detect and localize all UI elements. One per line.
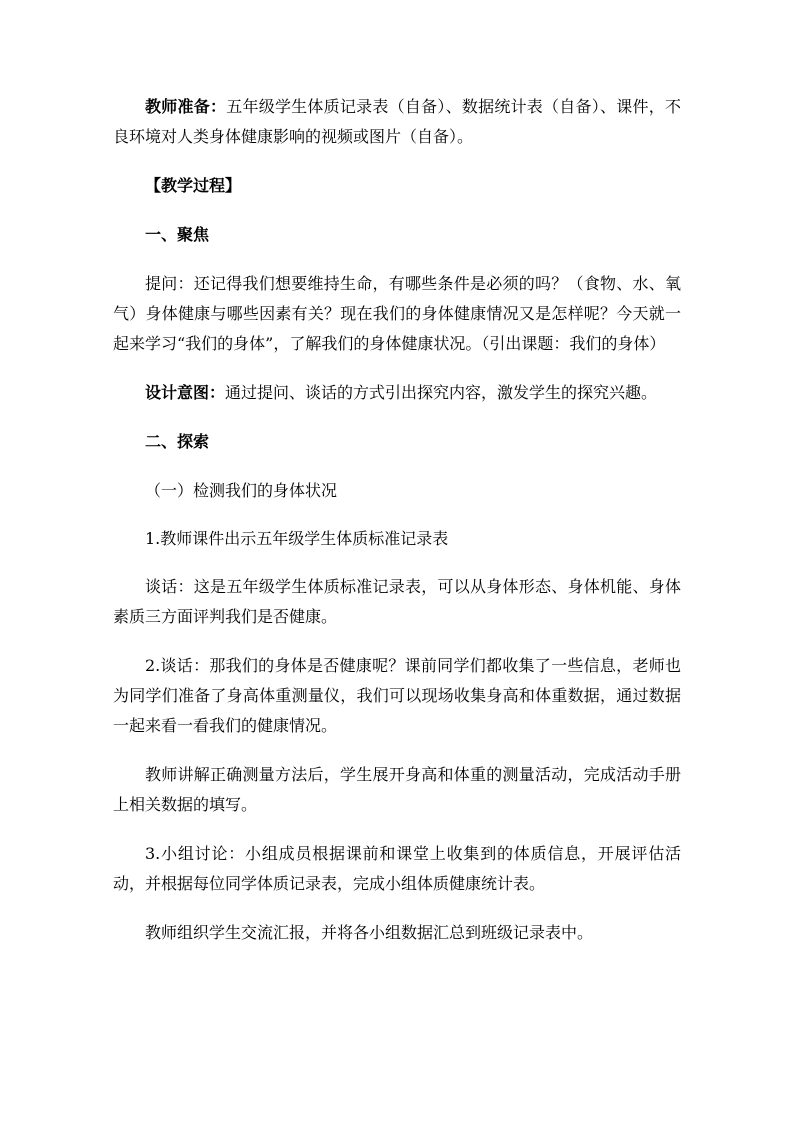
section2-heading: 二、探索 xyxy=(145,432,210,451)
item1-paragraph: 1.教师课件出示五年级学生体质标准记录表 xyxy=(145,529,449,548)
section1-question-paragraph: 提问：还记得我们想要维持生命，有哪些条件是必须的吗？（食物、水、氧气）身体健康与哪些因素有关？现在我们的身体健康情况又是怎样呢？今天就一起来学习“我们的身体”，了解我们的身体健康状况。（引出课题：我们的身体） xyxy=(113,274,681,353)
design-intent-text: 通过提问、谈话的方式引出探究内容，激发学生的探究兴趣。 xyxy=(225,383,658,402)
talk1-paragraph: 谈话：这是五年级学生体质标准记录表，可以从身体形态、身体机能、身体素质三方面评判我们是否健康。 xyxy=(113,577,681,626)
subsection1-heading: （一）检测我们的身体状况 xyxy=(145,481,338,500)
teacher-prep-paragraph xyxy=(113,92,681,152)
design-intent-label: 设计意图： xyxy=(145,383,226,402)
section1-heading: 一、聚焦 xyxy=(145,225,210,244)
item2-paragraph: 2.谈话：那我们的身体是否健康呢？课前同学们都收集了一些信息，老师也为同学们准备了身高体重测量仪，我们可以现场收集身高和体重数据，通过数据一起来看一看我们的健康情况。 xyxy=(113,656,681,735)
document-body xyxy=(113,92,681,948)
design-intent-paragraph xyxy=(113,378,681,408)
item3-paragraph: 3.小组讨论：小组成员根据课前和课堂上收集到的体质信息，开展评估活动，并根据每位同学体质记录表，完成小组体质健康统计表。 xyxy=(113,844,681,893)
process-heading: 【教学过程】 xyxy=(145,176,242,195)
report-paragraph: 教师组织学生交流汇报，并将各小组数据汇总到班级记录表中。 xyxy=(145,923,594,942)
teacher-prep-label: 教师准备： xyxy=(145,97,227,116)
teacher-prep-text: 五年级学生体质记录表（自备）、数据统计表（自备）、课件，不良环境对人类身体健康影响的视频或图片（自备）。 xyxy=(113,97,681,146)
measurement-explain-paragraph: 教师讲解正确测量方法后，学生展开身高和体重的测量活动，完成活动手册上相关数据的填写。 xyxy=(113,765,681,814)
